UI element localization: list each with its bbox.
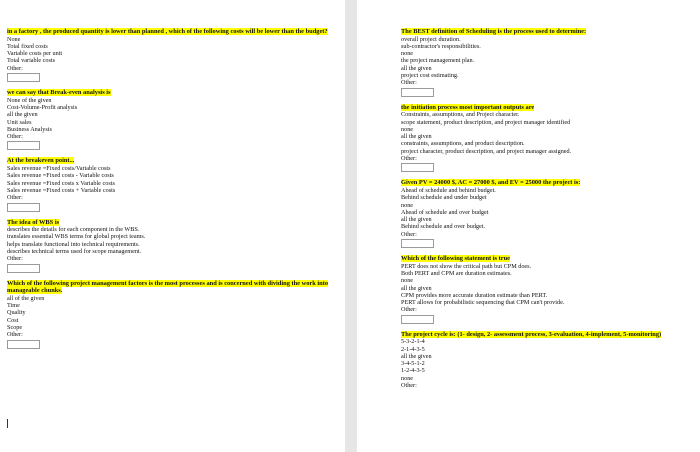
answer-option: 5-3-2-1-4	[401, 338, 425, 346]
answer-option: PERT does not show the critical path but CPM does.	[401, 262, 532, 270]
question-title	[401, 331, 693, 339]
answer-option: Other:	[7, 255, 23, 263]
question-block	[7, 157, 337, 211]
question-title-text: we can say that Break-even analysis is	[7, 89, 111, 97]
answer-option: all the given	[401, 133, 432, 141]
answer-option: none	[401, 50, 414, 58]
answer-option: Other:	[401, 79, 417, 87]
answer-option: all the given	[401, 64, 432, 72]
answer-option: Other:	[401, 382, 417, 390]
question-title-text: At the breakeven point...	[7, 157, 75, 165]
answer-option: Cost	[7, 316, 19, 324]
answer-option: Sales revenue =Fixed costs + Variable costs	[7, 186, 116, 194]
answer-option: none	[401, 374, 414, 382]
question-block	[401, 28, 693, 97]
answer-option: all the given	[401, 352, 432, 360]
answer-option: PERT allows for probabilistic sequencing that CPM can't provide.	[401, 299, 565, 307]
answer-option: Total fixed costs	[7, 42, 48, 50]
answer-option: Constraints, assumptions, and Project character.	[401, 111, 520, 119]
question-block	[401, 104, 693, 173]
question-title	[401, 179, 693, 187]
other-answer-box[interactable]	[7, 340, 40, 349]
question-title	[7, 219, 337, 227]
question-title-text: in a factory , the produced quantity is lower than planned , which of the following costs will be lower than the budget?	[7, 28, 328, 35]
other-answer-box[interactable]	[7, 141, 40, 150]
question-title-text: Which of the following project management factors is the most processes and is concerned with dividing the work into manageable chunks.	[7, 279, 329, 295]
answer-option: translates essential WBS terms for global project teams.	[7, 233, 146, 241]
answer-option: Other:	[7, 133, 23, 141]
answer-option: CPM provides more accurate duration estimate than PERT.	[401, 291, 548, 299]
question-title-text: the initiation process most important outputs are	[401, 103, 535, 111]
answer-option: describes the details for each component in the WBS.	[7, 226, 140, 234]
page-gutter	[345, 0, 357, 452]
answer-option: Behind schedule and over budget.	[401, 223, 486, 231]
answer-option: Sales revenue =Fixed costs - Variable costs	[7, 172, 114, 180]
question-title-text: The project cycle is: (1- design, 2- assessment process, 3-evaluation, 4-implement, 5-monitoring)	[401, 330, 662, 338]
answer-option: all the given	[401, 284, 432, 292]
other-answer-box[interactable]	[401, 88, 434, 97]
text-cursor	[7, 419, 8, 428]
other-answer-box[interactable]	[7, 73, 40, 82]
answer-option: Time	[7, 302, 20, 310]
question-title	[7, 157, 337, 165]
question-block	[401, 255, 693, 324]
answer-option: 3-4-5-1-2	[401, 360, 425, 368]
question-block	[7, 89, 337, 150]
answer-option: Other:	[7, 64, 23, 72]
answer-option: Total variable costs	[7, 57, 56, 65]
answer-option: None	[7, 35, 21, 43]
answer-option: all the given	[401, 216, 432, 224]
answer-option: Sales revenue =Fixed costs/Variable costs	[7, 165, 111, 173]
answer-option: Other:	[401, 230, 417, 238]
answer-option: Cost-Volume-Profit analysis	[7, 103, 78, 111]
answer-option: overall project duration.	[401, 35, 461, 43]
left-document-page	[0, 0, 345, 452]
answer-option: Sales revenue =Fixed costs x Variable costs	[7, 179, 115, 187]
question-title	[401, 255, 693, 263]
question-block	[401, 179, 693, 248]
answer-option: 1-2-4-3-5	[401, 367, 425, 375]
answer-option: 2-1-4-3-5	[401, 345, 425, 353]
answer-option: Scope	[7, 323, 23, 331]
other-answer-box[interactable]	[401, 315, 434, 324]
question-title-text: The idea of WBS is	[7, 218, 60, 226]
question-block	[7, 219, 337, 273]
answer-option: scope statement, product description, and project manager identified	[401, 118, 571, 126]
question-title	[7, 89, 337, 97]
answer-option: constraints, assumptions, and product description.	[401, 140, 525, 148]
other-answer-box[interactable]	[7, 264, 40, 273]
question-block	[7, 28, 337, 82]
question-title-text: The BEST definition of Scheduling is the process used to determine:	[401, 28, 587, 35]
other-answer-box[interactable]	[7, 203, 40, 212]
question-title	[7, 280, 337, 295]
answer-option: Both PERT and CPM are duration estimates.	[401, 269, 512, 277]
answer-option: Other:	[401, 306, 417, 314]
answer-option: all the given	[7, 111, 38, 119]
question-title	[7, 28, 337, 36]
answer-option: Other:	[7, 194, 23, 202]
answer-option: Ahead of schedule and over budget	[401, 208, 489, 216]
question-title-text: Which of the following statement is true	[401, 255, 510, 263]
question-block	[401, 331, 693, 390]
answer-option: sub-contractor's responsibilities.	[401, 42, 481, 50]
answer-option: Behind schedule and under budget	[401, 194, 487, 202]
answer-option: the project management plan.	[401, 57, 475, 65]
answer-option: none	[401, 277, 414, 285]
left-question-column	[7, 28, 337, 356]
question-title	[401, 28, 693, 36]
right-document-page	[357, 0, 700, 452]
right-question-column	[401, 28, 693, 396]
answer-option: Business Analysis	[7, 125, 52, 133]
answer-option: Variable costs per unit	[7, 50, 63, 58]
other-answer-box[interactable]	[401, 163, 434, 172]
answer-option: project cost estimating.	[401, 72, 459, 80]
question-block	[7, 280, 337, 349]
answer-option: Ahead of schedule and behind budget.	[401, 186, 496, 194]
answer-option: Other:	[7, 331, 23, 339]
answer-option: Unit sales	[7, 118, 32, 126]
answer-option: None of the given	[7, 96, 52, 104]
answer-option: Quality	[7, 309, 26, 317]
other-answer-box[interactable]	[401, 239, 434, 248]
answer-option: Other:	[401, 155, 417, 163]
question-title	[401, 104, 693, 112]
answer-option: all of the given	[7, 294, 45, 302]
question-title-text: Given PV = 24000 $, AC = 27000 $, and EV = 25000 the project is:	[401, 179, 581, 187]
answer-option: project character, product description, and project manager assigned.	[401, 147, 572, 155]
answer-option: none	[401, 201, 414, 209]
answer-option: helps translate functional into technical requirements.	[7, 240, 140, 248]
answer-option: describes technical terms used for scope management.	[7, 248, 142, 256]
answer-option: none	[401, 125, 414, 133]
